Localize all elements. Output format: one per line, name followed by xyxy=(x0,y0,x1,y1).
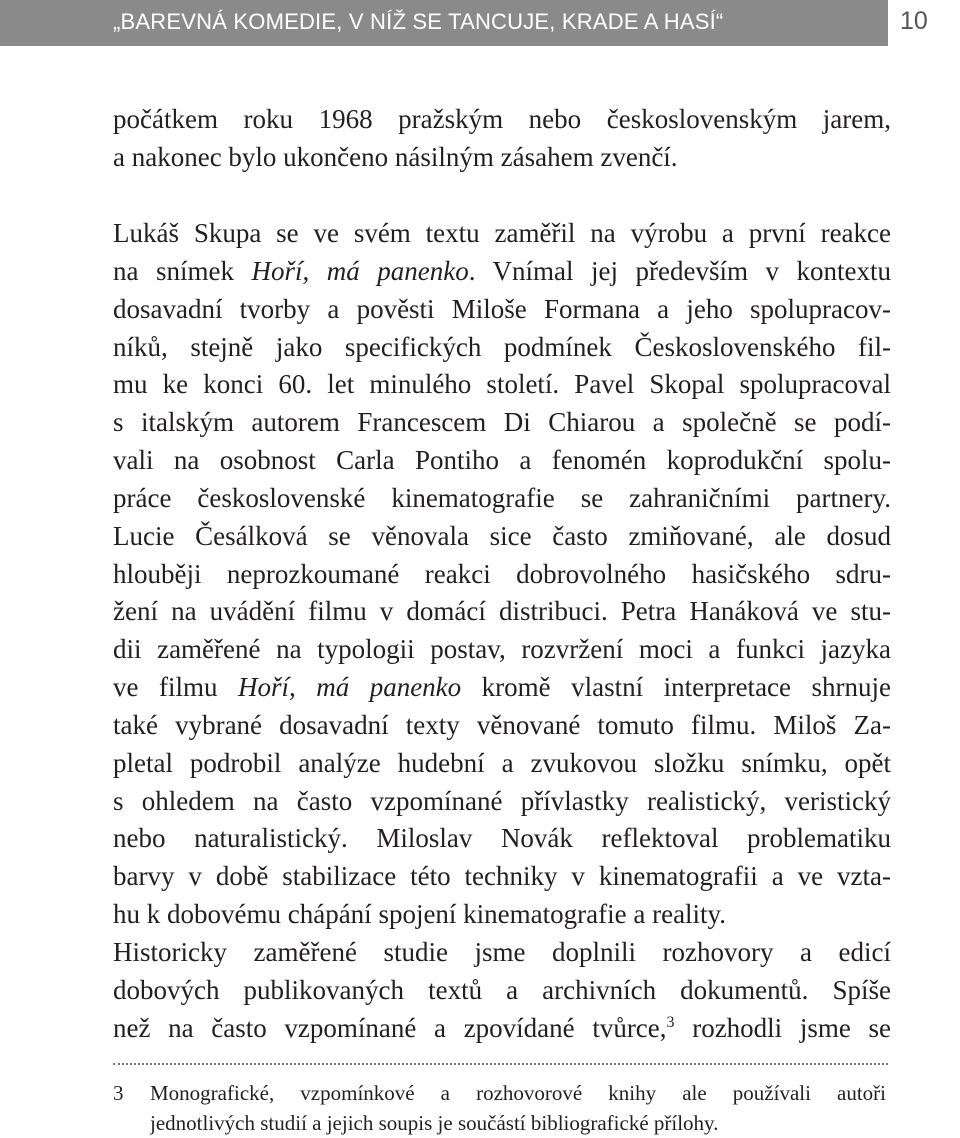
text-line: dii zaměřené na typologii postav, rozvržení moci a funkci jazyka xyxy=(113,634,891,664)
footnote-line: jednotlivých studií a jejich soupis je součástí bibliografické přílohy. xyxy=(150,1111,719,1135)
text-run: na snímek xyxy=(113,256,252,286)
text-line: níků, stejně jako specifických podmínek Československého fil- xyxy=(113,332,891,362)
text-line: mu ke konci 60. let minulého století. Pavel Skopal spolupracoval xyxy=(113,369,891,399)
text-line: a nakonec bylo ukončeno násilným zásahem zvenčí. xyxy=(113,142,678,172)
footnote-number: 3 xyxy=(113,1081,124,1105)
footnote-divider xyxy=(113,1063,888,1065)
text-run: kromě vlastní interpretace shrnuje xyxy=(461,672,891,702)
text-line: pletal podrobil analýze hudební a zvukovou složku snímku, opět xyxy=(113,748,891,778)
text-line: počátkem roku 1968 pražským nebo československým jarem, xyxy=(113,104,891,134)
text-line xyxy=(113,253,891,291)
text-line xyxy=(113,1010,891,1048)
footnote-line: Monografické, vzpomínkové a rozhovorové knihy ale používali autoři xyxy=(150,1081,886,1105)
running-header-title: „BAREVNÁ KOMEDIE, V NÍŽ SE TANCUJE, KRADE A HASÍ“ xyxy=(113,9,724,34)
running-header-bar xyxy=(0,0,888,46)
text-line: hlouběji neprozkoumané reakci dobrovolného hasičského sdru- xyxy=(113,559,891,589)
film-title: Hoří, má panenko xyxy=(237,672,462,702)
text-line: dobových publikovaných textů a archivních dokumentů. Spíše xyxy=(113,975,891,1005)
text-line: Historicky zaměřené studie jsme doplnili rozhovory a edicí xyxy=(113,937,891,967)
text-run: ve filmu xyxy=(113,672,238,702)
text-line: barvy v době stabilizace této techniky v kinematografii a ve vzta- xyxy=(113,861,891,891)
text-line: s italským autorem Francescem Di Chiarou a společně se podí- xyxy=(113,407,891,437)
footnote-reference: 3 xyxy=(666,1014,675,1031)
text-line: práce československé kinematografie se zahraničními partnery. xyxy=(113,483,891,513)
text-line: nebo naturalistický. Miloslav Novák reflektoval problematiku xyxy=(113,823,891,853)
text-line: také vybrané dosavadní texty věnované tomuto filmu. Miloš Za- xyxy=(113,710,891,740)
text-line: hu k dobovému chápání spojení kinematografie a reality. xyxy=(113,899,727,929)
text-line: vali na osobnost Carla Pontiho a fenomén koprodukční spolu- xyxy=(113,445,891,475)
text-line: Lucie Česálková se věnovala sice často zmiňované, ale dosud xyxy=(113,521,891,551)
text-line: Lukáš Skupa se ve svém textu zaměřil na výrobu a první reakce xyxy=(113,218,891,248)
text-run: rozhodli jsme se xyxy=(674,1013,891,1043)
text-line xyxy=(113,669,891,707)
text-run: než na často vzpomínané a zpovídané tvůrce, xyxy=(113,1013,667,1043)
text-run: . Vnímal jej především v kontextu xyxy=(468,256,891,286)
page-number: 10 xyxy=(900,7,928,35)
text-line: s ohledem na často vzpomínané přívlastky realistický, veristický xyxy=(113,786,891,816)
film-title: Hoří, má panenko xyxy=(251,256,469,286)
text-line: dosavadní tvorby a pověsti Miloše Formana a jeho spolupracov- xyxy=(113,294,891,324)
text-line: žení na uvádění filmu v domácí distribuci. Petra Hanáková ve stu- xyxy=(113,596,891,626)
